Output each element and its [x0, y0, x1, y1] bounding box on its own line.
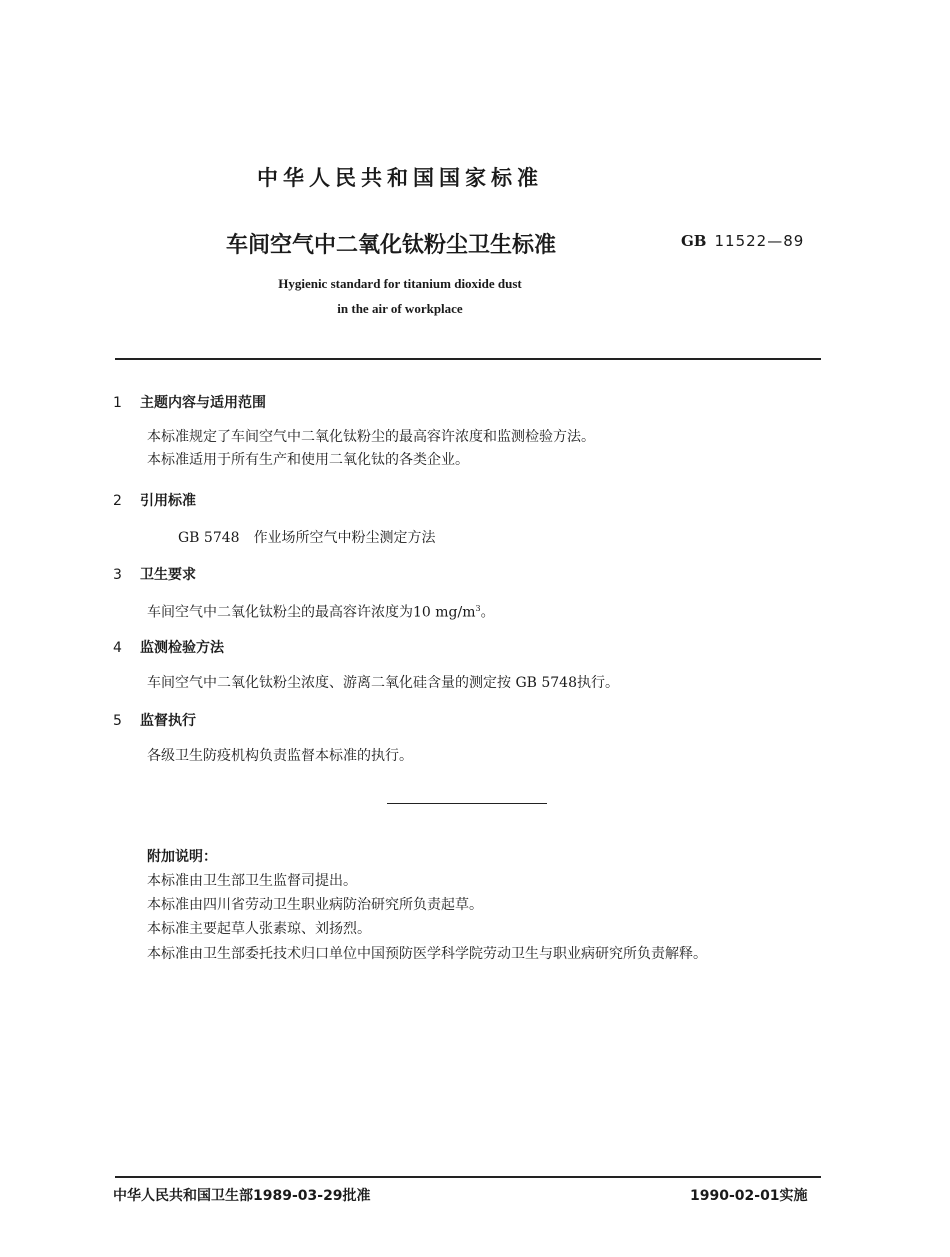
section-number: 4	[113, 640, 122, 656]
paragraph-line: 各级卫生防疫机构负责监督本标准的执行。	[147, 748, 413, 764]
paragraph-line: 本标准规定了车间空气中二氧化钛粉尘的最高容许浓度和监测检验方法。	[147, 429, 595, 445]
section-3-body	[147, 597, 495, 625]
section-4-body	[147, 672, 619, 695]
section-3-heading	[113, 564, 196, 584]
section-title: 引用标准	[140, 493, 196, 509]
note-line: 本标准主要起草人张素琼、刘扬烈。	[147, 921, 371, 937]
section-number: 5	[113, 713, 122, 729]
paragraph-line: 车间空气中二氧化钛粉尘的最高容许浓度为10 mg/m	[147, 604, 476, 621]
reference-code: GB 5748	[178, 530, 240, 546]
standard-prefix: GB	[681, 232, 707, 250]
section-2-heading	[113, 490, 196, 510]
effective-date: 1990-02-01实施	[690, 1188, 808, 1204]
document-title-en-line2: in the air of workplace	[337, 301, 463, 316]
note-line: 本标准由四川省劳动卫生职业病防治研究所负责起草。	[147, 897, 483, 913]
section-title: 卫生要求	[140, 567, 196, 583]
section-4-heading	[113, 637, 224, 657]
standard-code: 11522—89	[714, 232, 805, 250]
section-5-body	[147, 745, 413, 768]
section-title: 监测检验方法	[140, 640, 224, 656]
paragraph-line: 车间空气中二氧化钛粉尘浓度、游离二氧化硅含量的测定按 GB 5748执行。	[147, 675, 619, 691]
note-line: 本标准由卫生部卫生监督司提出。	[147, 873, 357, 889]
header-divider	[115, 358, 821, 360]
national-standard-heading: 中华人民共和国国家标准	[257, 166, 543, 190]
end-divider	[387, 803, 547, 804]
note-line: 本标准由卫生部委托技术归口单位中国预防医学科学院劳动卫生与职业病研究所负责解释。	[147, 946, 707, 962]
section-number: 1	[113, 395, 122, 411]
footer-divider	[115, 1176, 821, 1178]
notes-title: 附加说明：	[147, 849, 217, 865]
punctuation: 。	[480, 604, 495, 621]
section-title: 主题内容与适用范围	[140, 395, 266, 411]
approval-info: 中华人民共和国卫生部1989-03-29批准	[113, 1188, 371, 1204]
document-title-cn: 车间空气中二氧化钛粉尘卫生标准	[226, 233, 557, 258]
section-number: 3	[113, 567, 122, 583]
section-5-heading	[113, 710, 196, 730]
section-number: 2	[113, 493, 122, 509]
standard-number	[681, 232, 804, 250]
superscript: 3	[475, 604, 481, 613]
reference-title: 作业场所空气中粉尘测定方法	[253, 530, 436, 546]
reference-standard	[178, 527, 436, 547]
section-1-body	[147, 426, 595, 472]
paragraph-line: 本标准适用于所有生产和使用二氧化钛的各类企业。	[147, 452, 469, 468]
section-1-heading	[113, 392, 266, 412]
document-title-en-line1: Hygienic standard for titanium dioxide dust	[278, 276, 522, 291]
section-title: 监督执行	[140, 713, 196, 729]
